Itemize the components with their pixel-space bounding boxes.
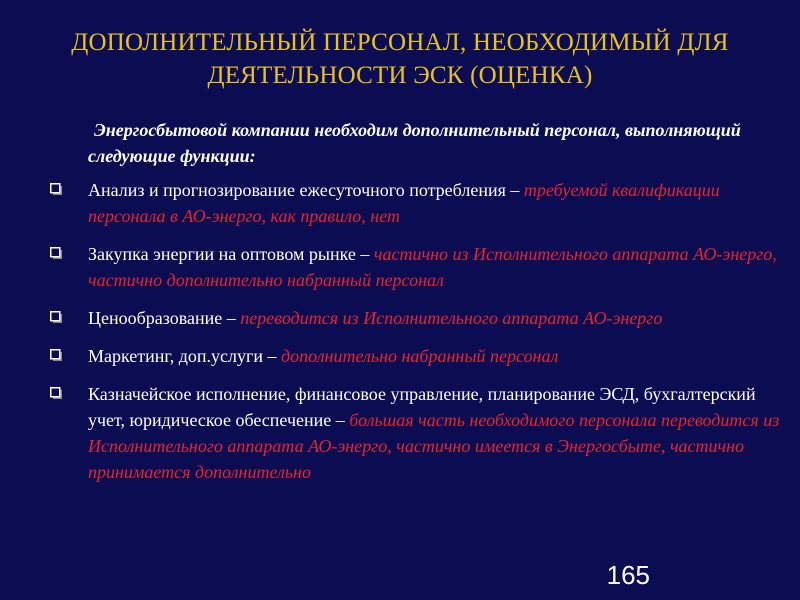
list-item [50, 381, 785, 485]
list-item [50, 241, 785, 293]
list-item-highlight: частично из Исполнительного аппарата АО-энерго, частично дополнительно набранный персонал [88, 244, 777, 290]
intro-text: Энергосбытовой компании необходим дополнительный персонал, выполняющий следующие функции: [88, 120, 741, 166]
checkbox-square-icon [50, 247, 62, 259]
checkbox-square-icon [50, 349, 62, 361]
page-number: 165 [606, 560, 650, 590]
list-item-text: Ценообразование – [88, 308, 241, 328]
list-item-text: Анализ и прогнозирование ежесуточного потребления – [88, 180, 524, 200]
checkbox-square-icon [50, 311, 62, 323]
function-list [50, 177, 785, 497]
slide-title [20, 26, 780, 92]
list-item-text: Казначейское исполнение, финансовое управление, планирование ЭСД, бухгалтерский учет, юридическое обеспечение – [88, 384, 756, 430]
list-item-highlight: дополнительно набранный персонал [281, 346, 559, 366]
list-item-highlight: большая часть необходимого персонала переводится из Исполнительного аппарата АО-энерго, частично имеется в Энергосбыте, частично принимается дополнительно [88, 410, 780, 482]
list-item [50, 305, 785, 331]
list-item [50, 177, 785, 229]
checkbox-square-icon [50, 387, 62, 399]
list-item-highlight: требуемой квалификации персонала в АО-энерго, как правило, нет [88, 180, 720, 226]
list-item [50, 343, 785, 369]
checkbox-square-icon [50, 183, 62, 195]
list-item-text: Закупка энергии на оптовом рынке – [88, 244, 374, 264]
title-line-2: ДЕЯТЕЛЬНОСТИ ЭСК (ОЦЕНКА) [207, 62, 593, 89]
list-item-text: Маркетинг, доп.услуги – [88, 346, 282, 366]
title-line-1: ДОПОЛНИТЕЛЬНЫЙ ПЕРСОНАЛ, НЕОБХОДИМЫЙ ДЛЯ [71, 29, 729, 56]
list-item-highlight: переводится из Исполнительного аппарата АО-энерго [240, 308, 663, 328]
